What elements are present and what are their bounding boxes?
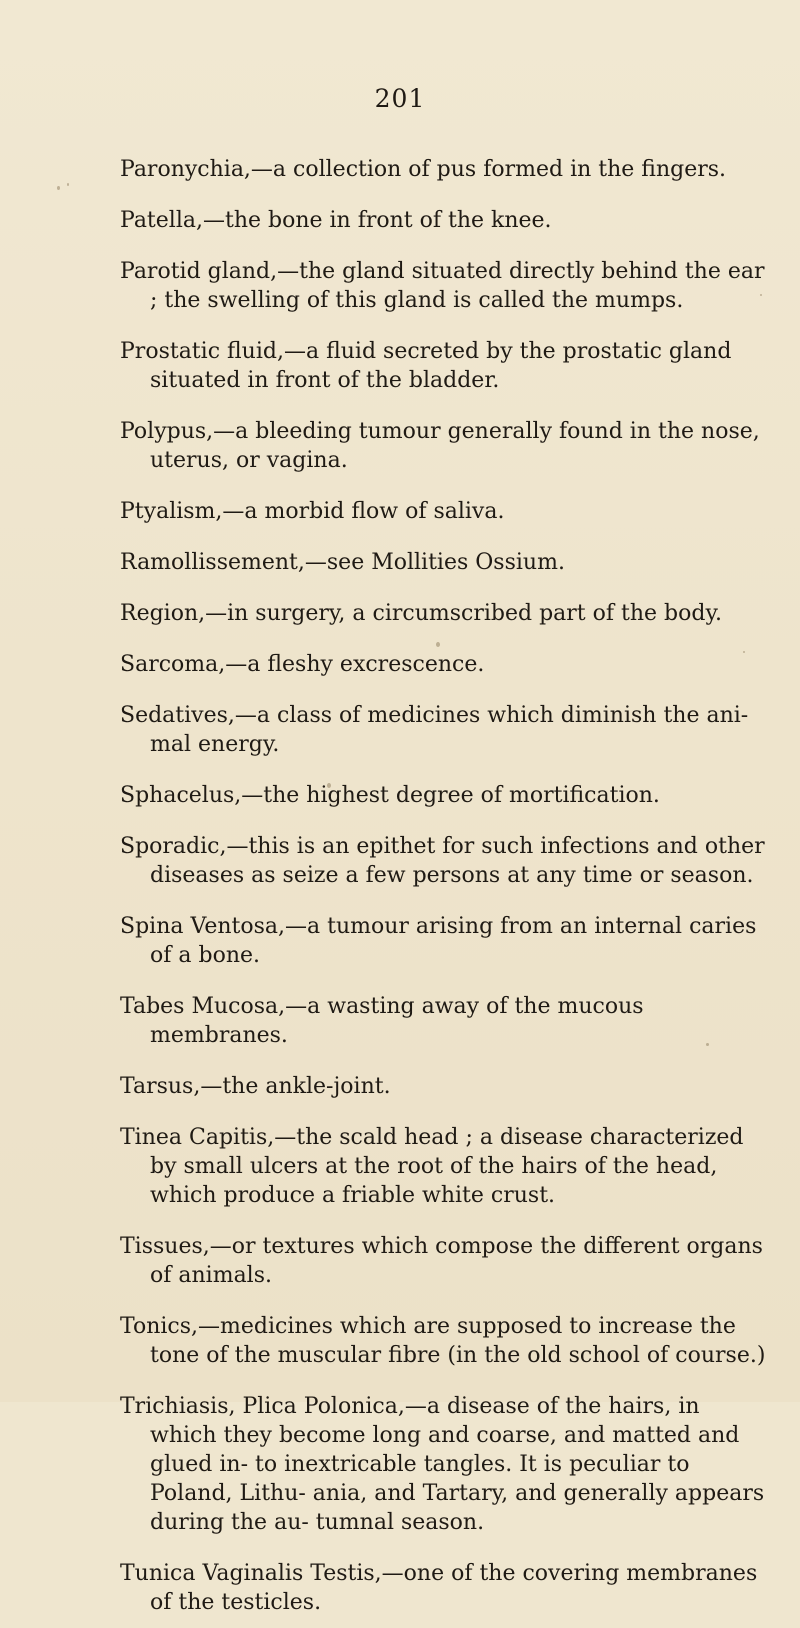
glossary-entry: Sedatives,—a class of medicines which diminish the ani- mal energy. [120, 703, 749, 757]
glossary-entry: Ptyalism,—a morbid flow of saliva. [120, 499, 505, 524]
glossary-entry: Tabes Mucosa,—a wasting away of the mucous membranes. [120, 994, 644, 1048]
glossary-entry: Sarcoma,—a fleshy excrescence. [120, 652, 485, 677]
glossary-entry: Tunica Vaginalis Testis,—one of the covering membranes of the testicles. [120, 1561, 758, 1615]
glossary-entry: Trichiasis, Plica Polonica,—a disease of the hairs, in which they become long and coarse, and matted and glued in- to inextricable tangles. It is peculiar to Poland, Lithu- ania, and Tartary, and generally appears during the au- tumnal season. [120, 1394, 765, 1535]
page-number: 201 [374, 84, 426, 113]
glossary-entry: Patella,—the bone in front of the knee. [120, 208, 552, 233]
glossary-entry: Tonics,—medicines which are supposed to increase the tone of the muscular fibre (in the old school of course.) [120, 1314, 766, 1368]
glossary-entry: Parotid gland,—the gland situated directly behind the ear ; the swelling of this gland is called the mumps. [120, 259, 765, 313]
glossary-entry: Tinea Capitis,—the scald head ; a disease characterized by small ulcers at the root of the hairs of the head, which produce a friable white crust. [120, 1125, 744, 1208]
glossary-entry: Sphacelus,—the highest degree of mortification. [120, 783, 660, 808]
ink-speck [57, 186, 60, 190]
glossary-entry: Paronychia,—a collection of pus formed in the fingers. [120, 157, 727, 182]
glossary-entry: Tissues,—or textures which compose the different organs of animals. [120, 1234, 763, 1288]
glossary-entry: Prostatic fluid,—a fluid secreted by the prostatic gland situated in front of the bladder. [120, 339, 732, 393]
glossary-entry: Region,—in surgery, a circumscribed part of the body. [120, 601, 722, 626]
ink-speck [67, 183, 69, 186]
glossary-entries [120, 133, 770, 1628]
glossary-entry: Polypus,—a bleeding tumour generally found in the nose, uterus, or vagina. [120, 419, 760, 473]
glossary-entry: Sporadic,—this is an epithet for such infections and other diseases as seize a few persons at any time or season. [120, 834, 765, 888]
glossary-entry: Ramollissement,—see Mollities Ossium. [120, 550, 565, 575]
glossary-entry: Tarsus,—the ankle-joint. [120, 1074, 391, 1099]
glossary-entry: Spina Ventosa,—a tumour arising from an internal caries of a bone. [120, 914, 757, 968]
